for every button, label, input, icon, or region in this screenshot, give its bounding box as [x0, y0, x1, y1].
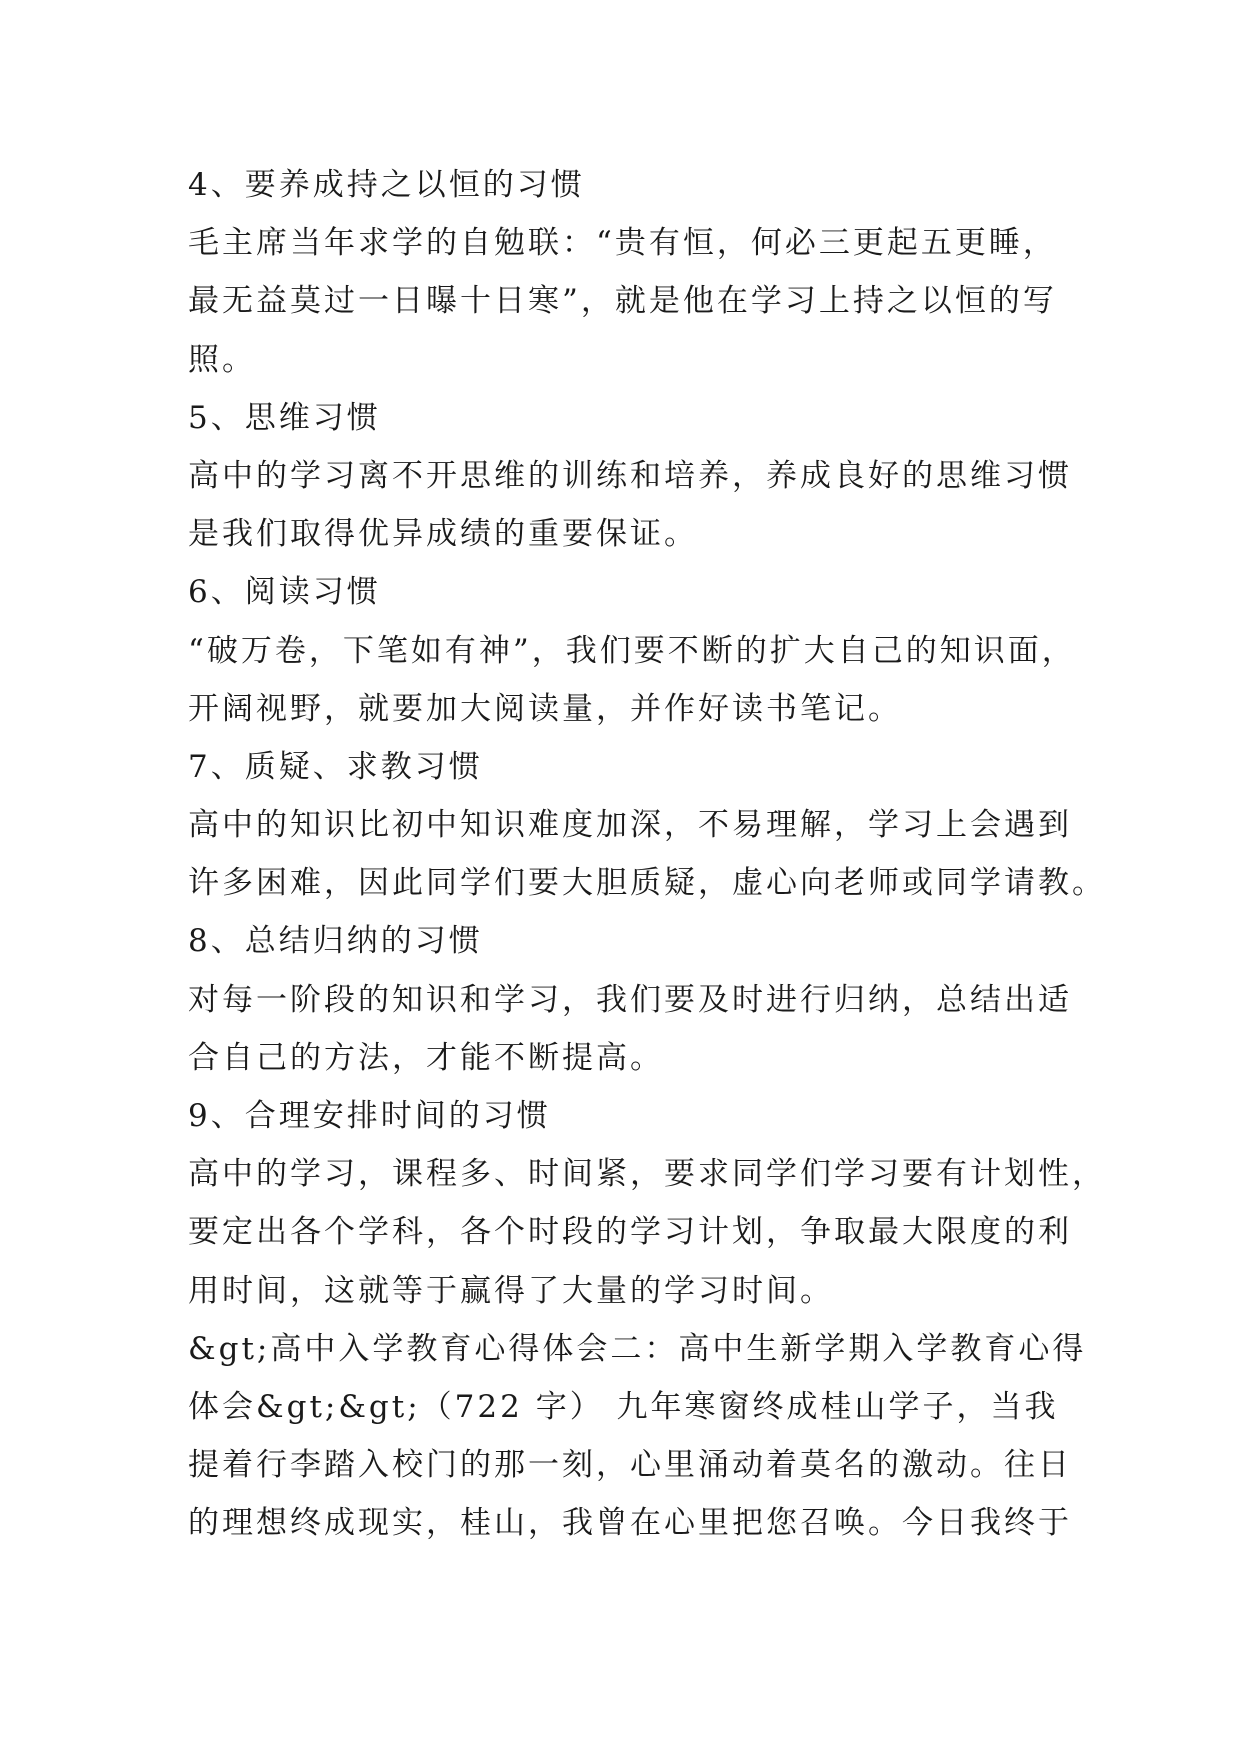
- paragraph-line: “破万卷，下笔如有神”，我们要不断的扩大自己的知识面，: [188, 632, 1076, 669]
- paragraph-line: 对每一阶段的知识和学习，我们要及时进行归纳，总结出适: [188, 981, 1072, 1018]
- section-heading-4: 4、要养成持之以恒的习惯: [188, 167, 585, 203]
- section-heading-5: 5、思维习惯: [188, 399, 381, 436]
- paragraph-line: 是我们取得优异成绩的重要保证。: [188, 516, 698, 553]
- paragraph-line: 许多困难，因此同学们要大胆质疑，虚心向老师或同学请教。: [188, 865, 1106, 902]
- paragraph-line: 体会&gt;&gt;（722 字） 九年寒窗终成桂山学子，当我: [188, 1388, 1059, 1425]
- section-heading-7: 7、质疑、求教习惯: [188, 748, 483, 785]
- paragraph-line: 毛主席当年求学的自勉联：“贵有恒，何必三更起五更睡，: [188, 225, 1057, 262]
- paragraph-line: 用时间，这就等于赢得了大量的学习时间。: [188, 1272, 834, 1309]
- paragraph-line: 的理想终成现实，桂山，我曾在心里把您召唤。今日我终于: [188, 1505, 1072, 1542]
- section-heading-9: 9、合理安排时间的习惯: [188, 1098, 551, 1134]
- document-body: [188, 156, 1106, 1553]
- paragraph-line: 要定出各个学科，各个时段的学习计划，争取最大限度的利: [188, 1214, 1072, 1251]
- article-title-line: &gt;高中入学教育心得体会二：高中生新学期入学教育心得: [188, 1330, 1087, 1367]
- paragraph-line: 合自己的方法，才能不断提高。: [188, 1039, 664, 1076]
- section-heading-6: 6、阅读习惯: [188, 574, 381, 611]
- paragraph-line: 照。: [188, 341, 256, 378]
- paragraph-line: 提着行李踏入校门的那一刻，心里涌动着莫名的激动。往日: [188, 1447, 1072, 1484]
- section-heading-8: 8、总结归纳的习惯: [188, 923, 483, 960]
- paragraph-line: 高中的学习，课程多、时间紧，要求同学们学习要有计划性，: [188, 1156, 1106, 1193]
- paragraph-line: 高中的知识比初中知识难度加深，不易理解，学习上会遇到: [188, 807, 1072, 844]
- paragraph-line: 最无益莫过一日曝十日寒”，就是他在学习上持之以恒的写: [188, 283, 1057, 320]
- paragraph-line: 高中的学习离不开思维的训练和培养，养成良好的思维习惯: [188, 457, 1072, 494]
- paragraph-line: 开阔视野，就要加大阅读量，并作好读书笔记。: [188, 690, 902, 727]
